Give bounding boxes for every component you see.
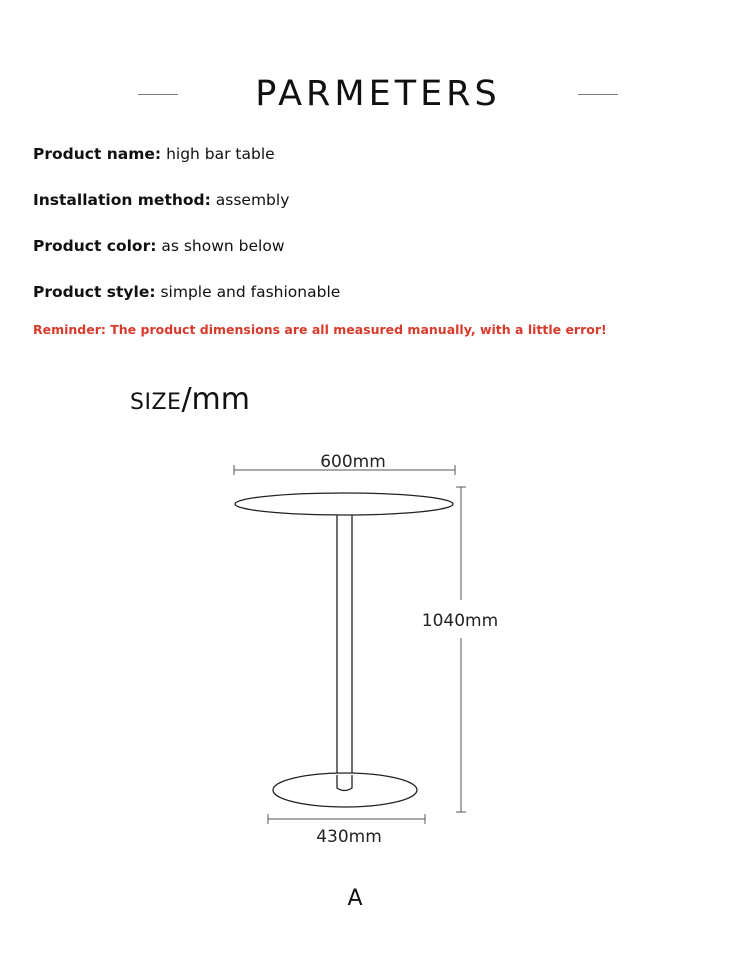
table-top xyxy=(235,493,453,515)
param-value: high bar table xyxy=(161,145,275,163)
size-word: SIZE xyxy=(130,390,182,415)
param-value: simple and fashionable xyxy=(155,283,341,301)
height-dimension xyxy=(456,487,466,812)
param-value: assembly xyxy=(210,191,290,209)
base-width-label: 430mm xyxy=(316,827,382,847)
param-key: Installation method: xyxy=(33,191,211,209)
param-key: Product style: xyxy=(33,283,156,301)
table-pole xyxy=(337,515,352,785)
size-slash: / xyxy=(181,382,192,417)
base-width-dimension xyxy=(268,814,425,824)
param-value: as shown below xyxy=(156,237,285,255)
reminder-note: Reminder: The product dimensions are all measured manually, with a little error! xyxy=(33,322,607,337)
variant-label: A xyxy=(347,886,363,911)
page-title: PARMETERS xyxy=(255,74,501,114)
height-label: 1040mm xyxy=(421,611,499,631)
pole-foot xyxy=(337,775,352,791)
top-width-label: 600mm xyxy=(320,452,386,472)
param-key: Product color: xyxy=(33,237,157,255)
param-key: Product name: xyxy=(33,145,162,163)
size-unit: mm xyxy=(191,382,250,417)
